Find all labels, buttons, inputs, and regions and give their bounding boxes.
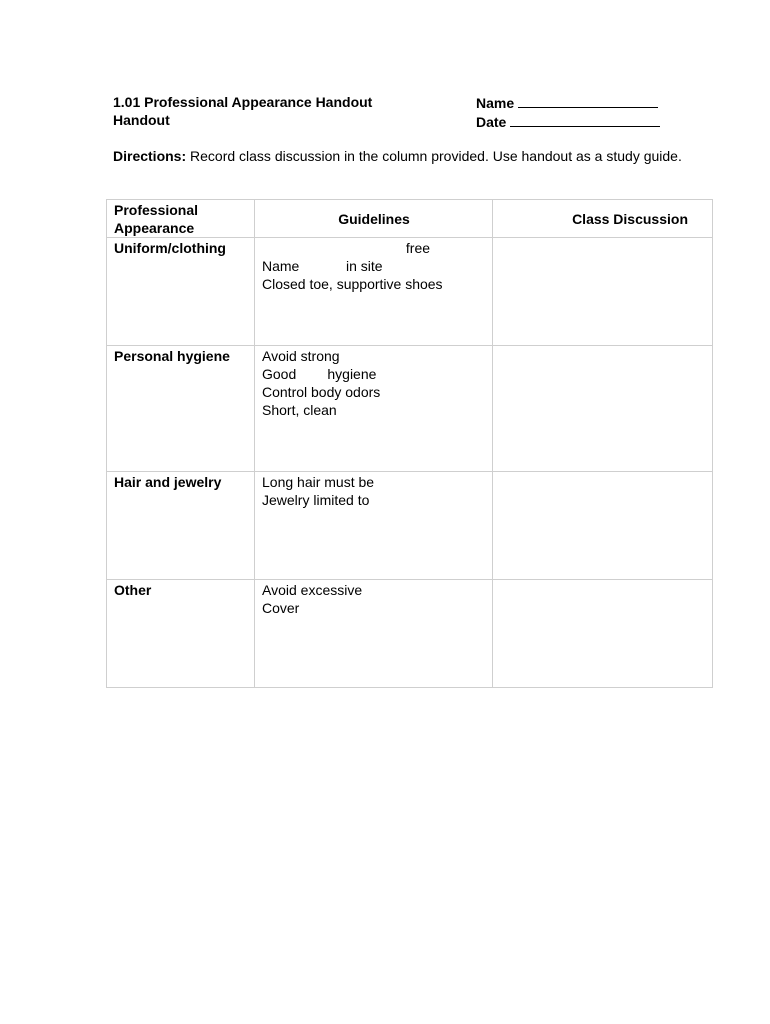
guideline-line: Avoid excessive (262, 582, 363, 598)
guideline-line: Long hair must be (262, 474, 375, 490)
header-professional-appearance: Professional Appearance (107, 200, 255, 238)
guideline-line: Jewelry limited to (262, 492, 370, 508)
date-label: Date (476, 114, 507, 130)
table-row (107, 472, 713, 580)
guideline-line: Control body odors (262, 384, 381, 400)
directions-label: Directions: (113, 148, 187, 164)
guidelines-cell (255, 472, 493, 580)
discussion-cell[interactable] (493, 472, 713, 580)
date-field[interactable] (476, 112, 696, 131)
discussion-cell[interactable] (493, 346, 713, 472)
document-title (113, 93, 453, 129)
table-row (107, 238, 713, 346)
guideline-line: Avoid strong (262, 348, 340, 364)
appearance-table (106, 199, 713, 688)
guideline-line: Good hygiene (262, 366, 377, 382)
category-cell: Personal hygiene (107, 346, 255, 472)
discussion-cell[interactable] (493, 238, 713, 346)
date-blank-line[interactable] (510, 112, 660, 127)
student-fields (476, 93, 696, 131)
name-field[interactable] (476, 93, 696, 112)
guideline-line: free (262, 240, 431, 256)
guideline-line: Cover (262, 600, 300, 616)
guideline-line: Short, clean (262, 402, 337, 418)
guidelines-cell (255, 238, 493, 346)
header-class-discussion: Class Discussion (493, 200, 713, 238)
directions-paragraph (113, 147, 703, 165)
guidelines-cell (255, 346, 493, 472)
category-cell: Uniform/clothing (107, 238, 255, 346)
table-row (107, 580, 713, 688)
category-cell: Other (107, 580, 255, 688)
table-row (107, 346, 713, 472)
guideline-line: Closed toe, supportive shoes (262, 276, 443, 292)
title-line-2: Handout (113, 112, 170, 128)
discussion-cell[interactable] (493, 580, 713, 688)
name-label: Name (476, 95, 515, 111)
directions-text: Record class discussion in the column provided. Use handout as a study guide. (186, 148, 682, 164)
table-header-row (107, 200, 713, 238)
title-line-1: 1.01 Professional Appearance Handout (113, 94, 373, 110)
guidelines-cell (255, 580, 493, 688)
guideline-line: Name in site (262, 258, 383, 274)
category-cell: Hair and jewelry (107, 472, 255, 580)
name-blank-line[interactable] (518, 93, 658, 108)
header-guidelines: Guidelines (255, 200, 493, 238)
